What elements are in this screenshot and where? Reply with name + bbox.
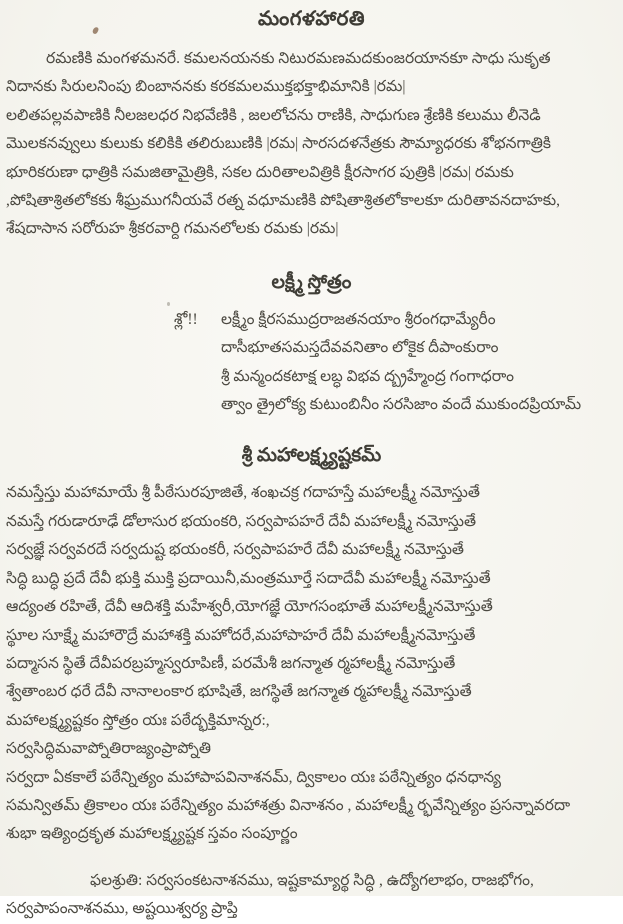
text-line: మహాలక్ష్మ్యష్టకం స్తోత్రం యః పఠేద్భక్తిమాన్నర:, [6,711,270,729]
section-title-lakshmi-stotram: లక్ష్మీ స్తోత్రం [271,271,352,293]
page-title: మంగళహారతి [257,8,366,30]
text-line: సమన్వితమ్ త్రికాలం యః పఠేన్నిత్యం మహాశత్రు వినాశనం , మహాలక్ష్మీ ర్భవేన్నిత్యం ప్రసన్నావరదా [6,796,571,814]
shloka-marker: శ్లో!! [174,310,198,328]
text-line: లలితపల్లవపాణికి నీలజలధర నిభవేణికి , జలలోచను రాణికి, సాధుగుణ శ్రేణికి కలుము లీనెడి [6,106,541,124]
verse-line-text: లక్ష్మీం క్షీరసముద్రరాజతనయాం శ్రీరంగధామ్యేరీం [221,310,496,328]
text-line: భూరికరుణా ధాత్రికి సమజితామైత్రికి, సకల దురితాలవిత్రికి క్షీరసాగర పుత్రికి |రమ| రమకు [6,163,514,181]
text-line: ,పోషితాశ్రితలోకకు శీఘ్రముగనీయవే రత్న వధూమణికి పోషితాశ్రితలోకాలకూ దురితావనదాహకు, [6,192,561,210]
mahalakshmi-ashtakam-section [6,445,617,848]
text-line: శుభా ఇత్యింద్రకృత మహాలక్ష్మ్యష్టక స్తవం సంపూర్ణం [6,825,298,843]
lakshmi-stotram-verse [6,306,617,420]
text-line: త్వాం త్రైలోక్య కుటుంబినీం సరసిజాం వందే ముకుందప్రియామ్ [221,396,582,414]
text-line: పద్మాసన స్థితే దేవీపరబ్రహ్మస్వరూపిణీ, పరమేశీ జగన్మాత ర్మహాలక్ష్మీ నమోస్తుతే [6,654,456,672]
text-line: మొలకనవ్వులు కులుకు కలికికి తలిరుబుణికి |రమ| సారసదళనేత్రకు సౌమ్యాధరకు శోభనగాత్రికి [6,135,551,153]
text-line: శేషదాసాన సరోరుహ శ్రీకరవార్ది గమనలోలకు రమకు |రమ| [6,220,339,238]
text-line [174,306,617,334]
text-line: దాసీభూతసమస్తదేవవనితాం లోకైక దీపాంకురాం [221,339,499,357]
mangalaharathi-paragraph [6,45,617,244]
text-line: స్థూల సూక్ష్మే మహారౌద్రే మహాశక్తి మహోదరే,మహాపాహరే దేవీ మహాలక్ష్మీనమోస్తుతే [6,626,476,644]
text-line: శ్రీ మన్మందకటాక్ష లబ్ధ విభవ ద్బ్రహ్మేంద్ర గంగాధరాం [221,367,514,385]
text-line: రమణికి మంగళమనరే. కమలనయనకు నిటురమణమదకుంజరయానకూ సాధు సుకృత [46,50,551,67]
text-line: సర్వజ్ఞే సర్వవరదే సర్వదుష్ట భయంకరీ, సర్వపాపహరే దేవీ మహాలక్ష్మీ నమోస్తుతే [6,541,464,559]
section-title-mahalakshmi-ashtakam: శ్రీ మహాలక్ష్మ్యష్టకమ్ [241,445,382,467]
text-line: ఆద్యంత రహితే, దేవీ ఆదిశక్తి మహేశ్వరీ,యోగజ్ఞే యోగసంభూతే మహాలక్ష్మీనమోస్తుతే [6,598,493,616]
text-line: సర్వపాపంనాశనము, అష్టయిశ్వర్య ప్రాప్తి [6,900,238,918]
text-line: సిద్ధి బుద్ధి ప్రదే దేవీ భుక్తి ముక్తి ప్రదాయినీ,మంత్రమూర్తే సదాదేవీ మహాలక్ష్మీ నమోస్తుతే [6,569,491,587]
phalashruti-paragraph [6,867,617,924]
text-line: ఫలశ్రుతి: సర్వసంకటనాశనము, ఇష్టకామ్యార్థ సిద్ధి , ఉద్యోగలాభం, రాజభోగం, [90,871,534,889]
text-line: నమస్తే గరుడారూఢే డోలాసుర భయంకరి, సర్వపాపహరే దేవీ మహాలక్ష్మీ నమోస్తుతే [6,512,477,530]
mahalakshmi-ashtakam-paragraph [6,479,617,848]
text-line: నిదానకు సిరులనింపు బింబాననకు కరకమలముక్తభక్తాభిమానికి |రమ| [6,78,406,96]
lakshmi-stotram-section [6,272,617,420]
text-line: సర్వదా ఏకకాలే పఠేన్నిత్యం మహాపాపవినాశనమ్, ద్వికాలం యః పఠేన్నిత్యం ధనధాన్య [6,768,502,786]
text-line: నమస్తేస్తు మహామాయే శ్రీ పీఠేసురపూజితే, శంఖచక్ర గదాహస్తే మహాలక్ష్మీ నమోస్తుతే [6,484,480,502]
text-line: శ్వేతాంబర ధరే దేవీ నానాలంకార భూషితే, జగస్థితే జగన్మాత ర్మహాలక్ష్మీ నమోస్తుతే [6,683,472,701]
text-line: సర్వసిద్ధిమవాప్నోతిరాజ్యంప్రాప్నోతి [6,740,211,758]
